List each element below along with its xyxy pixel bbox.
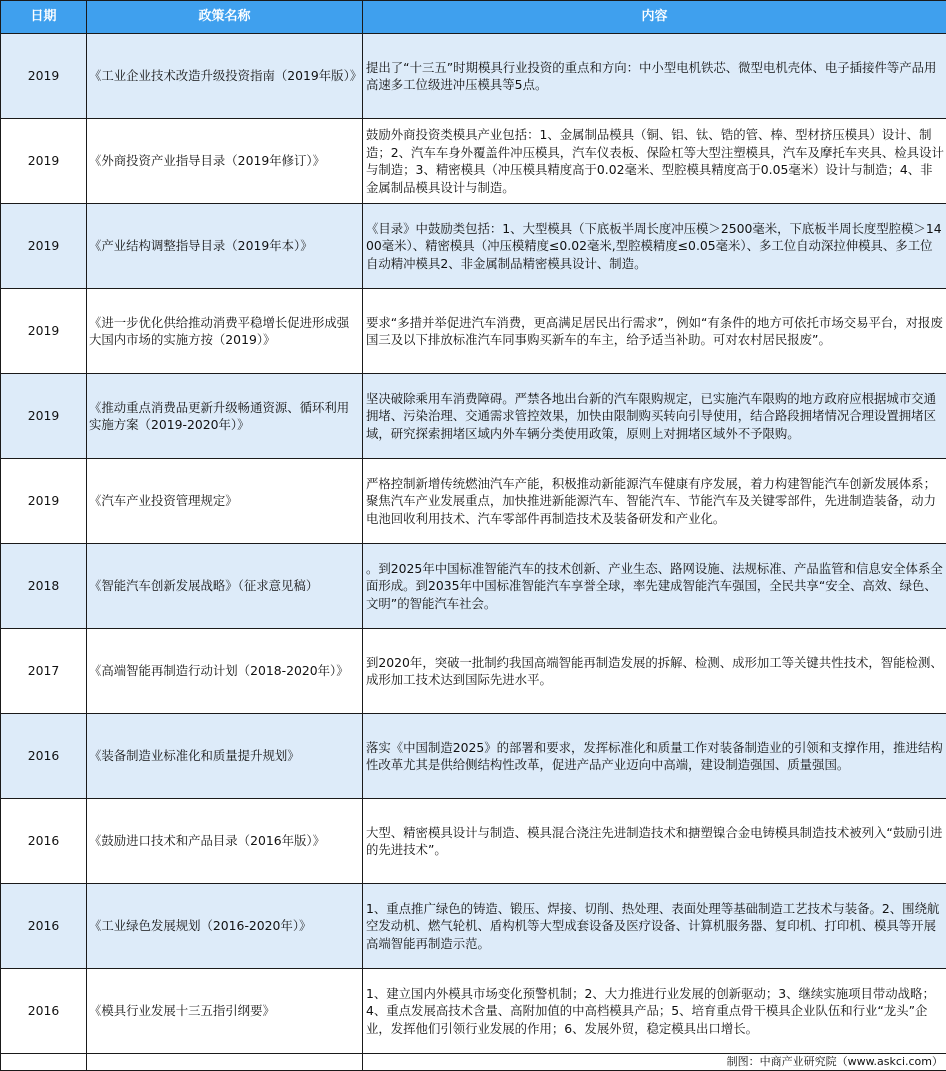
date-cell: 2016 [1,799,87,884]
table-row [1,119,946,204]
content-cell: 落实《中国制造2025》的部署和要求，发挥标准化和质量工作对装备制造业的引领和支撑作用，推进结构性改革尤其是供给侧结构性改革，促进产品产业迈向中高端，建设制造强国、质量强国。 [363,714,946,799]
date-cell: 2016 [1,884,87,969]
content-cell: 要求“多措并举促进汽车消费，更高满足居民出行需求”，例如“有条件的地方可依托市场交易平台，对报废国三及以下排放标准汽车同事购买新车的车主，给予适当补助。可对农村居民报废”。 [363,289,946,374]
table-row [1,289,946,374]
content-cell: 鼓励外商投资类模具产业包括：1、金属制品模具（铜、铝、钛、锆的管、棒、型材挤压模具）设计、制造；2、汽车车身外覆盖件冲压模具，汽车仪表板、保险杠等大型注塑模具，汽车及摩托车夹具、检具设计与制造；3、精密模具（冲压模具精度高于0.02毫米、型腔模具精度高于0.05毫米）设计与制造；4、非金属制品模具设计与制造。 [363,119,946,204]
date-cell: 2016 [1,714,87,799]
content-cell: 严格控制新增传统燃油汽车产能，积极推动新能源汽车健康有序发展，着力构建智能汽车创新发展体系；聚焦汽车产业发展重点，加快推进新能源汽车、智能汽车、节能汽车及关键零部件，先进制造装备，动力电池回收利用技术、汽车零部件再制造技术及装备研发和产业化。 [363,459,946,544]
table-header [1,1,946,34]
date-cell: 2019 [1,289,87,374]
table-row [1,969,946,1054]
policy-name-cell: 《工业企业技术改造升级投资指南（2019年版）》 [87,34,363,119]
policy-name-cell: 《汽车产业投资管理规定》 [87,459,363,544]
table-row [1,544,946,629]
policy-name-cell: 《工业绿色发展规划（2016-2020年）》 [87,884,363,969]
date-cell: 2017 [1,629,87,714]
table-row [1,374,946,459]
policy-name-cell: 《装备制造业标准化和质量提升规划》 [87,714,363,799]
table-row [1,714,946,799]
policy-name-cell: 《外商投资产业指导目录（2019年修订）》 [87,119,363,204]
header-policy: 政策名称 [87,1,363,34]
date-cell: 2016 [1,969,87,1054]
content-cell: 《目录》中鼓励类包括：1、大型模具（下底板半周长度冲压模＞2500毫米，下底板半周长度型腔模＞1400毫米）、精密模具（冲压模精度≤0.02毫米,型腔模精度≤0.05毫米）、多工位自动深拉伸模具、多工位自动精冲模具2、非金属制品精密模具设计、制造。 [363,204,946,289]
policy-name-cell: 《模具行业发展十三五指引纲要》 [87,969,363,1054]
content-cell: 坚决破除乘用车消费障碍。严禁各地出台新的汽车限购规定，已实施汽车限购的地方政府应根据城市交通拥堵、污染治理、交通需求管控效果，加快由限制购买转向引导使用，结合路段拥堵情况合理设置拥堵区域，研究探索拥堵区域内外车辆分类使用政策，原则上对拥堵区域外不予限购。 [363,374,946,459]
policy-name-cell: 《产业结构调整指导目录（2019年本）》 [87,204,363,289]
content-cell: 1、建立国内外模具市场变化预警机制；2、大力推进行业发展的创新驱动；3、继续实施项目带动战略；4、重点发展高技术含量、高附加值的中高档模具产品；5、培育重点骨干模具企业队伍和行业“龙头”企业，发挥他们引领行业发展的作用；6、发展外贸，稳定模具出口增长。 [363,969,946,1054]
content-cell: 大型、精密模具设计与制造、模具混合浇注先进制造技术和搪塑镍合金电铸模具制造技术被列入“鼓励引进的先进技术”。 [363,799,946,884]
policy-name-cell: 《进一步优化供给推动消费平稳增长促进形成强大国内市场的实施方按（2019）》 [87,289,363,374]
date-cell: 2019 [1,459,87,544]
header-date: 日期 [1,1,87,34]
date-cell: 2018 [1,544,87,629]
date-cell: 2019 [1,34,87,119]
header-content: 内容 [363,1,946,34]
content-cell: 提出了“十三五”时期模具行业投资的重点和方向：中小型电机铁芯、微型电机壳体、电子插接件等产品用高速多工位级进冲压模具等5点。 [363,34,946,119]
policy-name-cell: 《推动重点消费品更新升级畅通资源、循环利用实施方案（2019-2020年）》 [87,374,363,459]
policy-name-cell: 《高端智能再制造行动计划（2018-2020年）》 [87,629,363,714]
content-cell: 到2020年，突破一批制约我国高端智能再制造发展的拆解、检测、成形加工等关键共性技术，智能检测、成形加工技术达到国际先进水平。 [363,629,946,714]
footer-empty [87,1054,363,1071]
table-row [1,799,946,884]
date-cell: 2019 [1,119,87,204]
content-cell: 。到2025年中国标准智能汽车的技术创新、产业生态、路网设施、法规标准、产品监管和信息安全体系全面形成。到2035年中国标准智能汽车享誉全球，率先建成智能汽车强国，全民共享“安全、高效、绿色、文明”的智能汽车社会。 [363,544,946,629]
policy-name-cell: 《智能汽车创新发展战略》（征求意见稿） [87,544,363,629]
footer-empty [1,1054,87,1071]
table-row [1,34,946,119]
footer-row [1,1054,946,1071]
date-cell: 2019 [1,374,87,459]
footer-credit: 制图：中商产业研究院（www.askci.com） [363,1054,946,1071]
table-row [1,204,946,289]
table-row [1,884,946,969]
policy-name-cell: 《鼓励进口技术和产品目录（2016年版）》 [87,799,363,884]
table-row [1,629,946,714]
content-cell: 1、重点推广绿色的铸造、锻压、焊接、切削、热处理、表面处理等基础制造工艺技术与装备。2、围绕航空发动机、燃气轮机、盾构机等大型成套设备及医疗设备、计算机服务器、复印机、打印机、模具等开展高端智能再制造示范。 [363,884,946,969]
table-row [1,459,946,544]
date-cell: 2019 [1,204,87,289]
